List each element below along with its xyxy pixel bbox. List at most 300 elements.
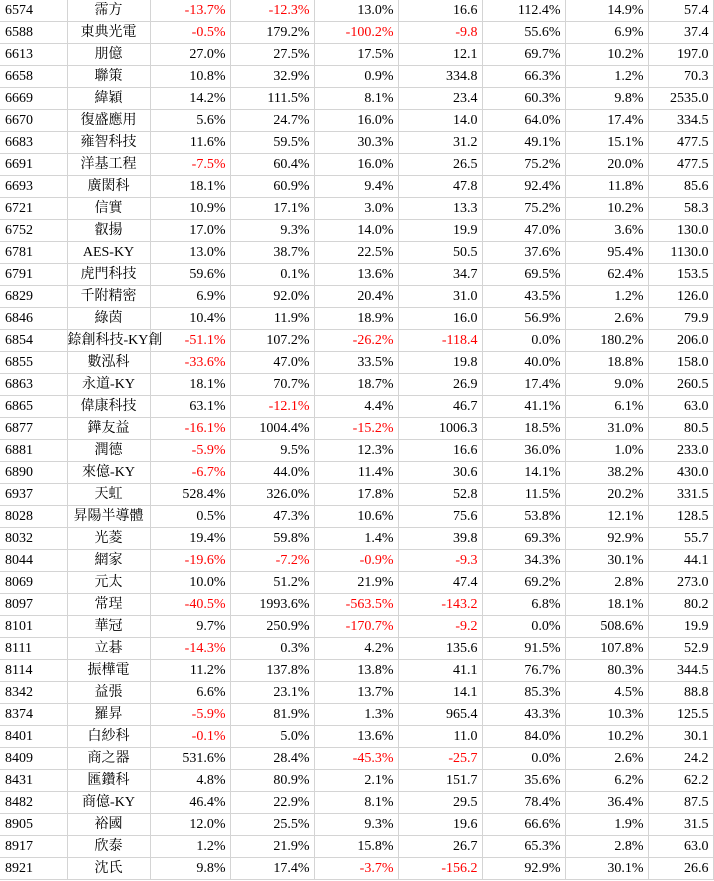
metric-5-cell: 75.2%: [482, 154, 565, 176]
metric-6-cell: 2.8%: [565, 572, 648, 594]
metric-6-cell: 180.2%: [565, 330, 648, 352]
metric-3-cell: -563.5%: [314, 594, 398, 616]
company-name-cell: 洋基工程: [67, 154, 150, 176]
metric-3-cell: -26.2%: [314, 330, 398, 352]
stock-code-cell: 8032: [0, 528, 67, 550]
price-cell: 88.8: [648, 682, 713, 704]
metric-1-cell: -7.5%: [150, 154, 230, 176]
metric-6-cell: 4.5%: [565, 682, 648, 704]
stock-code-cell: 8111: [0, 638, 67, 660]
company-name-cell: 鏵友益: [67, 418, 150, 440]
stock-code-cell: 6881: [0, 440, 67, 462]
price-cell: 26.6: [648, 858, 713, 880]
table-row: [0, 198, 713, 220]
stock-code-cell: 6691: [0, 154, 67, 176]
metric-5-cell: 64.0%: [482, 110, 565, 132]
price-cell: 430.0: [648, 462, 713, 484]
metric-6-cell: 10.2%: [565, 726, 648, 748]
metric-2-cell: 9.3%: [230, 220, 314, 242]
metric-1-cell: 0.5%: [150, 506, 230, 528]
metric-5-cell: 53.8%: [482, 506, 565, 528]
metric-3-cell: 17.8%: [314, 484, 398, 506]
metric-2-cell: 1004.4%: [230, 418, 314, 440]
metric-6-cell: 20.0%: [565, 154, 648, 176]
stock-code-cell: 6854: [0, 330, 67, 352]
metric-2-cell: 0.3%: [230, 638, 314, 660]
stock-code-cell: 8342: [0, 682, 67, 704]
stock-code-cell: 8401: [0, 726, 67, 748]
metric-1-cell: 4.8%: [150, 770, 230, 792]
metric-1-cell: 13.0%: [150, 242, 230, 264]
metric-6-cell: 2.8%: [565, 836, 648, 858]
table-row: [0, 418, 713, 440]
metric-5-cell: 14.1%: [482, 462, 565, 484]
company-name-cell: 千附精密: [67, 286, 150, 308]
metric-5-cell: 36.0%: [482, 440, 565, 462]
price-cell: 87.5: [648, 792, 713, 814]
metric-1-cell: 10.8%: [150, 66, 230, 88]
metric-5-cell: 43.5%: [482, 286, 565, 308]
company-name-cell: 潤德: [67, 440, 150, 462]
metric-6-cell: 18.1%: [565, 594, 648, 616]
metric-6-cell: 508.6%: [565, 616, 648, 638]
metric-4-cell: 26.5: [398, 154, 482, 176]
metric-3-cell: 20.4%: [314, 286, 398, 308]
metric-6-cell: 9.8%: [565, 88, 648, 110]
company-name-cell: 霈方: [67, 0, 150, 22]
metric-1-cell: 14.2%: [150, 88, 230, 110]
stock-code-cell: 6752: [0, 220, 67, 242]
metric-2-cell: 59.8%: [230, 528, 314, 550]
metric-3-cell: 13.6%: [314, 726, 398, 748]
metric-6-cell: 1.9%: [565, 814, 648, 836]
table-row: [0, 484, 713, 506]
metric-4-cell: 19.6: [398, 814, 482, 836]
metric-1-cell: 59.6%: [150, 264, 230, 286]
stock-code-cell: 8097: [0, 594, 67, 616]
metric-1-cell: 9.8%: [150, 858, 230, 880]
company-name-cell: 昇陽半導體: [67, 506, 150, 528]
table-row: [0, 462, 713, 484]
metric-4-cell: 11.0: [398, 726, 482, 748]
stock-code-cell: 6781: [0, 242, 67, 264]
metric-1-cell: -0.5%: [150, 22, 230, 44]
price-cell: 24.2: [648, 748, 713, 770]
metric-5-cell: 76.7%: [482, 660, 565, 682]
stock-code-cell: 6588: [0, 22, 67, 44]
metric-1-cell: 6.9%: [150, 286, 230, 308]
metric-3-cell: 14.0%: [314, 220, 398, 242]
metric-5-cell: 92.9%: [482, 858, 565, 880]
stock-code-cell: 8069: [0, 572, 67, 594]
table-row: [0, 836, 713, 858]
metric-4-cell: 52.8: [398, 484, 482, 506]
metric-4-cell: 16.0: [398, 308, 482, 330]
metric-3-cell: 8.1%: [314, 792, 398, 814]
metric-3-cell: -100.2%: [314, 22, 398, 44]
stock-code-cell: 6669: [0, 88, 67, 110]
metric-2-cell: -12.3%: [230, 0, 314, 22]
metric-4-cell: -156.2: [398, 858, 482, 880]
stock-code-cell: 6877: [0, 418, 67, 440]
price-cell: 2535.0: [648, 88, 713, 110]
metric-3-cell: 33.5%: [314, 352, 398, 374]
stock-code-cell: 8905: [0, 814, 67, 836]
metric-2-cell: 59.5%: [230, 132, 314, 154]
metric-4-cell: 29.5: [398, 792, 482, 814]
metric-2-cell: 47.0%: [230, 352, 314, 374]
metric-2-cell: 38.7%: [230, 242, 314, 264]
price-cell: 80.2: [648, 594, 713, 616]
metric-6-cell: 36.4%: [565, 792, 648, 814]
metric-1-cell: 1.2%: [150, 836, 230, 858]
metric-1-cell: 17.0%: [150, 220, 230, 242]
metric-6-cell: 80.3%: [565, 660, 648, 682]
metric-6-cell: 6.2%: [565, 770, 648, 792]
metric-4-cell: 30.6: [398, 462, 482, 484]
metric-3-cell: 9.3%: [314, 814, 398, 836]
stock-code-cell: 6863: [0, 374, 67, 396]
metric-1-cell: 18.1%: [150, 176, 230, 198]
table-row: [0, 682, 713, 704]
table-row: [0, 814, 713, 836]
metric-6-cell: 31.0%: [565, 418, 648, 440]
metric-2-cell: 47.3%: [230, 506, 314, 528]
table-row: [0, 440, 713, 462]
metric-1-cell: 10.0%: [150, 572, 230, 594]
metric-5-cell: 65.3%: [482, 836, 565, 858]
metric-5-cell: 91.5%: [482, 638, 565, 660]
metric-4-cell: 14.0: [398, 110, 482, 132]
metric-5-cell: 56.9%: [482, 308, 565, 330]
metric-6-cell: 6.1%: [565, 396, 648, 418]
metric-1-cell: -13.7%: [150, 0, 230, 22]
metric-4-cell: -143.2: [398, 594, 482, 616]
metric-2-cell: 17.4%: [230, 858, 314, 880]
company-name-cell: 天虹: [67, 484, 150, 506]
metric-2-cell: 80.9%: [230, 770, 314, 792]
stock-code-cell: 6658: [0, 66, 67, 88]
price-cell: 197.0: [648, 44, 713, 66]
metric-2-cell: 25.5%: [230, 814, 314, 836]
company-name-cell: 欣泰: [67, 836, 150, 858]
price-cell: 30.1: [648, 726, 713, 748]
table-row: [0, 264, 713, 286]
price-cell: 344.5: [648, 660, 713, 682]
price-cell: 233.0: [648, 440, 713, 462]
metric-6-cell: 95.4%: [565, 242, 648, 264]
stock-code-cell: 8044: [0, 550, 67, 572]
table-row: [0, 132, 713, 154]
metric-1-cell: -14.3%: [150, 638, 230, 660]
company-name-cell: 綠茵: [67, 308, 150, 330]
metric-3-cell: 18.7%: [314, 374, 398, 396]
metric-2-cell: -12.1%: [230, 396, 314, 418]
stock-code-cell: 8028: [0, 506, 67, 528]
metric-1-cell: -33.6%: [150, 352, 230, 374]
metric-3-cell: 16.0%: [314, 110, 398, 132]
metric-1-cell: -6.7%: [150, 462, 230, 484]
price-cell: 273.0: [648, 572, 713, 594]
metric-5-cell: 0.0%: [482, 330, 565, 352]
table-row: [0, 704, 713, 726]
table-row: [0, 220, 713, 242]
metric-1-cell: -0.1%: [150, 726, 230, 748]
metric-5-cell: 112.4%: [482, 0, 565, 22]
price-cell: 334.5: [648, 110, 713, 132]
metric-2-cell: 22.9%: [230, 792, 314, 814]
metric-5-cell: 75.2%: [482, 198, 565, 220]
metric-6-cell: 15.1%: [565, 132, 648, 154]
metric-6-cell: 62.4%: [565, 264, 648, 286]
metric-3-cell: 18.9%: [314, 308, 398, 330]
table-row: [0, 330, 713, 352]
metric-4-cell: 1006.3: [398, 418, 482, 440]
metric-4-cell: 16.6: [398, 440, 482, 462]
table-row: [0, 22, 713, 44]
stock-code-cell: 6693: [0, 176, 67, 198]
company-name-cell: 裕國: [67, 814, 150, 836]
metric-5-cell: 85.3%: [482, 682, 565, 704]
metric-5-cell: 47.0%: [482, 220, 565, 242]
metric-2-cell: 326.0%: [230, 484, 314, 506]
metric-6-cell: 2.6%: [565, 748, 648, 770]
metric-4-cell: 26.9: [398, 374, 482, 396]
table-row: [0, 550, 713, 572]
metric-4-cell: 14.1: [398, 682, 482, 704]
metric-3-cell: 1.4%: [314, 528, 398, 550]
metric-4-cell: 334.8: [398, 66, 482, 88]
table-row: [0, 616, 713, 638]
metric-6-cell: 1.2%: [565, 286, 648, 308]
metric-5-cell: 37.6%: [482, 242, 565, 264]
metric-4-cell: 965.4: [398, 704, 482, 726]
price-cell: 55.7: [648, 528, 713, 550]
table-row: [0, 726, 713, 748]
price-cell: 206.0: [648, 330, 713, 352]
metric-4-cell: 13.3: [398, 198, 482, 220]
metric-4-cell: 19.9: [398, 220, 482, 242]
metric-5-cell: 49.1%: [482, 132, 565, 154]
metric-3-cell: 4.2%: [314, 638, 398, 660]
metric-6-cell: 6.9%: [565, 22, 648, 44]
metric-5-cell: 92.4%: [482, 176, 565, 198]
metric-5-cell: 69.2%: [482, 572, 565, 594]
metric-6-cell: 17.4%: [565, 110, 648, 132]
metric-1-cell: 11.2%: [150, 660, 230, 682]
company-name-cell: 廣閎科: [67, 176, 150, 198]
table-row: [0, 374, 713, 396]
metric-2-cell: 0.1%: [230, 264, 314, 286]
company-name-cell: 聯策: [67, 66, 150, 88]
stock-code-cell: 8482: [0, 792, 67, 814]
company-name-cell: 數泓科: [67, 352, 150, 374]
metric-2-cell: 28.4%: [230, 748, 314, 770]
metric-4-cell: 31.0: [398, 286, 482, 308]
table-row: [0, 396, 713, 418]
stock-code-cell: 6937: [0, 484, 67, 506]
metric-5-cell: 66.3%: [482, 66, 565, 88]
metric-6-cell: 2.6%: [565, 308, 648, 330]
metric-4-cell: 39.8: [398, 528, 482, 550]
company-name-cell: 光菱: [67, 528, 150, 550]
metric-2-cell: 81.9%: [230, 704, 314, 726]
price-cell: 1130.0: [648, 242, 713, 264]
metric-3-cell: 4.4%: [314, 396, 398, 418]
metric-6-cell: 1.0%: [565, 440, 648, 462]
metric-4-cell: 31.2: [398, 132, 482, 154]
metric-2-cell: 1993.6%: [230, 594, 314, 616]
price-cell: 477.5: [648, 132, 713, 154]
metric-3-cell: 12.3%: [314, 440, 398, 462]
company-name-cell: 振樺電: [67, 660, 150, 682]
company-name-cell: 常珵: [67, 594, 150, 616]
metric-6-cell: 9.0%: [565, 374, 648, 396]
metric-3-cell: 9.4%: [314, 176, 398, 198]
metric-5-cell: 84.0%: [482, 726, 565, 748]
metric-5-cell: 18.5%: [482, 418, 565, 440]
company-name-cell: 元太: [67, 572, 150, 594]
stock-code-cell: 8431: [0, 770, 67, 792]
metric-3-cell: 17.5%: [314, 44, 398, 66]
metric-3-cell: 10.6%: [314, 506, 398, 528]
price-cell: 130.0: [648, 220, 713, 242]
metric-1-cell: 18.1%: [150, 374, 230, 396]
metric-1-cell: -5.9%: [150, 440, 230, 462]
metric-4-cell: 151.7: [398, 770, 482, 792]
metric-6-cell: 10.2%: [565, 198, 648, 220]
price-cell: 126.0: [648, 286, 713, 308]
price-cell: 158.0: [648, 352, 713, 374]
metric-1-cell: 10.4%: [150, 308, 230, 330]
metric-2-cell: 137.8%: [230, 660, 314, 682]
metric-3-cell: 2.1%: [314, 770, 398, 792]
metric-1-cell: -40.5%: [150, 594, 230, 616]
metric-3-cell: 13.8%: [314, 660, 398, 682]
price-cell: 44.1: [648, 550, 713, 572]
table-row: [0, 528, 713, 550]
table-row: [0, 242, 713, 264]
metric-5-cell: 0.0%: [482, 616, 565, 638]
metric-6-cell: 92.9%: [565, 528, 648, 550]
metric-5-cell: 78.4%: [482, 792, 565, 814]
metric-5-cell: 43.3%: [482, 704, 565, 726]
metric-4-cell: 41.1: [398, 660, 482, 682]
metric-6-cell: 20.2%: [565, 484, 648, 506]
metric-5-cell: 17.4%: [482, 374, 565, 396]
metric-4-cell: 50.5: [398, 242, 482, 264]
table-row: [0, 154, 713, 176]
metric-4-cell: 16.6: [398, 0, 482, 22]
price-cell: 153.5: [648, 264, 713, 286]
table-row: [0, 176, 713, 198]
metric-3-cell: -0.9%: [314, 550, 398, 572]
table-row: [0, 110, 713, 132]
table-row: [0, 286, 713, 308]
price-cell: 57.4: [648, 0, 713, 22]
metric-5-cell: 41.1%: [482, 396, 565, 418]
metric-3-cell: 30.3%: [314, 132, 398, 154]
table-row: [0, 88, 713, 110]
metric-1-cell: 19.4%: [150, 528, 230, 550]
company-name-cell: 永道-KY: [67, 374, 150, 396]
metric-3-cell: -170.7%: [314, 616, 398, 638]
metric-1-cell: -19.6%: [150, 550, 230, 572]
metric-5-cell: 55.6%: [482, 22, 565, 44]
price-cell: 477.5: [648, 154, 713, 176]
company-name-cell: 商之器: [67, 748, 150, 770]
metric-5-cell: 6.8%: [482, 594, 565, 616]
metric-2-cell: 51.2%: [230, 572, 314, 594]
metric-2-cell: 111.5%: [230, 88, 314, 110]
metric-6-cell: 10.2%: [565, 44, 648, 66]
table-row: [0, 308, 713, 330]
metric-4-cell: 46.7: [398, 396, 482, 418]
metric-5-cell: 40.0%: [482, 352, 565, 374]
table-row: [0, 66, 713, 88]
company-name-cell: 華冠: [67, 616, 150, 638]
metric-1-cell: 10.9%: [150, 198, 230, 220]
metric-2-cell: 24.7%: [230, 110, 314, 132]
price-cell: 128.5: [648, 506, 713, 528]
company-name-cell: 立碁: [67, 638, 150, 660]
price-cell: 63.0: [648, 836, 713, 858]
metric-5-cell: 34.3%: [482, 550, 565, 572]
metric-2-cell: 250.9%: [230, 616, 314, 638]
price-cell: 62.2: [648, 770, 713, 792]
metric-2-cell: 60.4%: [230, 154, 314, 176]
metric-4-cell: 47.8: [398, 176, 482, 198]
company-name-cell: 羅昇: [67, 704, 150, 726]
metric-4-cell: -9.2: [398, 616, 482, 638]
metric-1-cell: 9.7%: [150, 616, 230, 638]
metric-4-cell: 23.4: [398, 88, 482, 110]
metric-1-cell: 531.6%: [150, 748, 230, 770]
metric-3-cell: 13.0%: [314, 0, 398, 22]
metric-1-cell: 11.6%: [150, 132, 230, 154]
metric-6-cell: 11.8%: [565, 176, 648, 198]
stock-code-cell: 8409: [0, 748, 67, 770]
metric-2-cell: 11.9%: [230, 308, 314, 330]
price-cell: 58.3: [648, 198, 713, 220]
metric-4-cell: 47.4: [398, 572, 482, 594]
metric-6-cell: 12.1%: [565, 506, 648, 528]
stock-code-cell: 6865: [0, 396, 67, 418]
metric-4-cell: 19.8: [398, 352, 482, 374]
company-name-cell: 東典光電: [67, 22, 150, 44]
stock-code-cell: 6574: [0, 0, 67, 22]
metric-5-cell: 69.7%: [482, 44, 565, 66]
stock-code-cell: 6829: [0, 286, 67, 308]
company-name-cell: 朋億: [67, 44, 150, 66]
metric-4-cell: 12.1: [398, 44, 482, 66]
metric-1-cell: 46.4%: [150, 792, 230, 814]
metric-5-cell: 66.6%: [482, 814, 565, 836]
metric-1-cell: 12.0%: [150, 814, 230, 836]
metric-3-cell: 21.9%: [314, 572, 398, 594]
metric-2-cell: 70.7%: [230, 374, 314, 396]
metric-3-cell: 22.5%: [314, 242, 398, 264]
metric-6-cell: 10.3%: [565, 704, 648, 726]
price-cell: 85.6: [648, 176, 713, 198]
company-name-cell: 緯穎: [67, 88, 150, 110]
stock-code-cell: 6791: [0, 264, 67, 286]
table-row: [0, 792, 713, 814]
price-cell: 331.5: [648, 484, 713, 506]
price-cell: 70.3: [648, 66, 713, 88]
metric-6-cell: 14.9%: [565, 0, 648, 22]
table-row: [0, 0, 713, 22]
